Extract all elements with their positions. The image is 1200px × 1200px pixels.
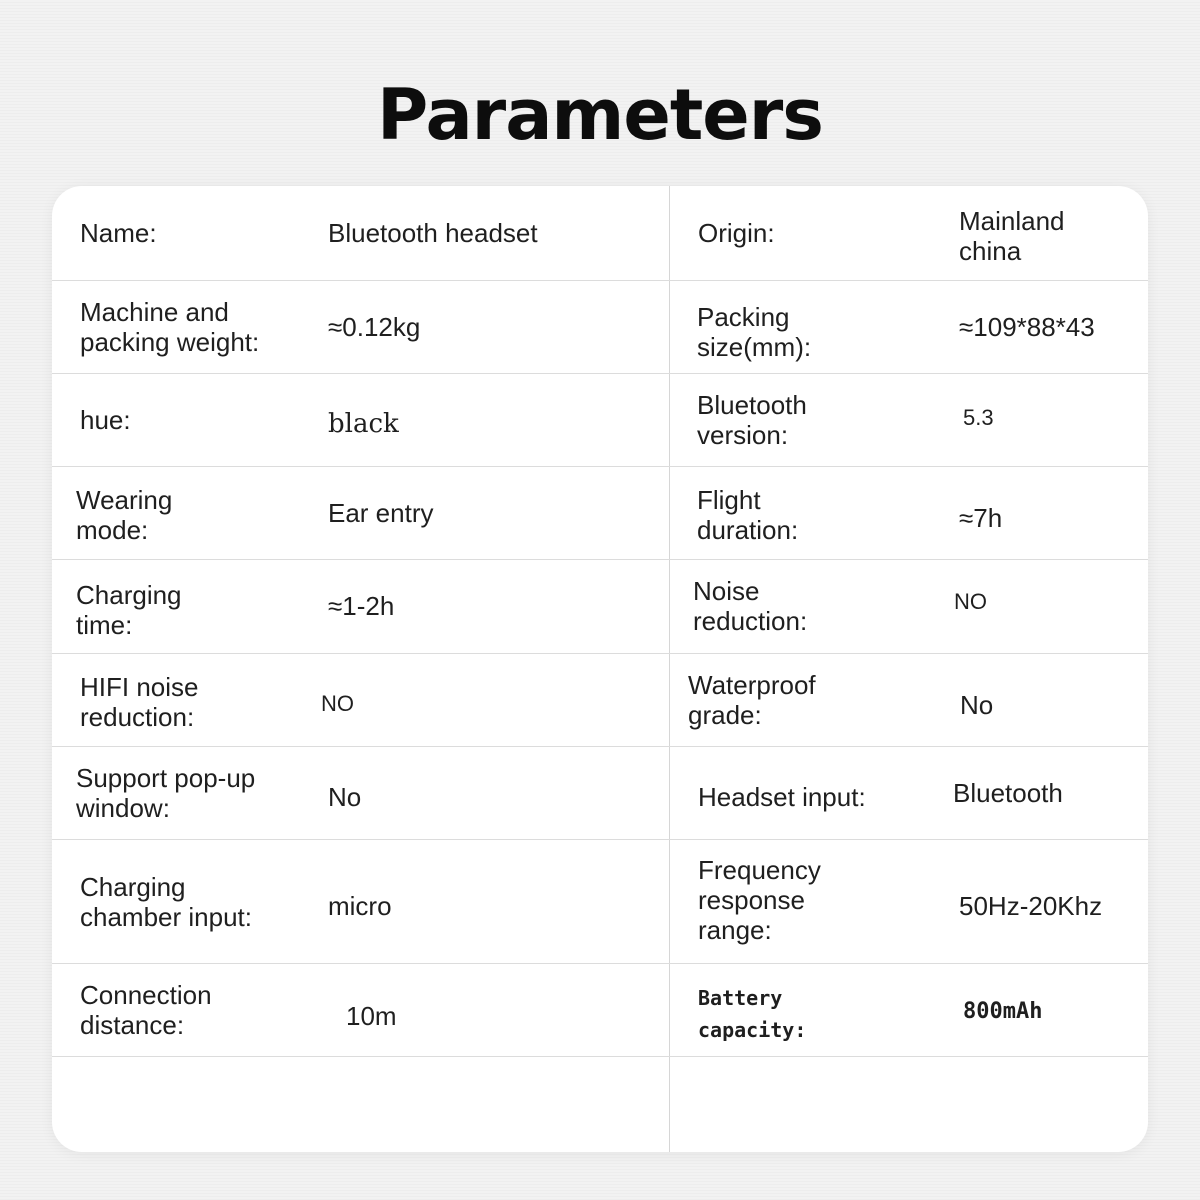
wearing-mode-value: Ear entry	[328, 498, 434, 528]
noise-reduction-label: Noise reduction:	[693, 576, 808, 636]
flight-duration-value: ≈7h	[959, 503, 1003, 533]
chamber-input-value: micro	[328, 890, 392, 921]
flight-duration-label: Flight duration:	[697, 485, 799, 545]
name-label: Name:	[80, 218, 157, 248]
weight-value: ≈0.12kg	[328, 312, 421, 342]
packing-size-value: ≈109*88*43	[959, 312, 1095, 342]
column-divider	[669, 186, 670, 1152]
packing-size-label: Packing size(mm):	[697, 302, 812, 362]
connection-distance-value: 10m	[346, 1001, 397, 1031]
hue-label: hue:	[80, 405, 131, 435]
noise-reduction-value: NO	[954, 589, 987, 614]
battery-capacity-label: Battery capacity:	[698, 986, 807, 1042]
connection-distance-label: Connection distance:	[80, 980, 212, 1040]
popup-window-label: Support pop-up window:	[76, 763, 256, 823]
page-title: Parameters	[377, 74, 823, 156]
hifi-noise-label: HIFI noise reduction:	[80, 672, 199, 732]
parameters-table	[52, 186, 1148, 1152]
origin-value: Mainland china	[959, 206, 1065, 266]
battery-capacity-value: 800mAh	[963, 999, 1043, 1024]
bluetooth-version-value: 5.3	[963, 405, 994, 430]
wearing-mode-label: Wearing mode:	[76, 485, 173, 545]
chamber-input-label: Charging chamber input:	[80, 871, 252, 932]
name-value: Bluetooth headset	[328, 218, 538, 248]
waterproof-label: Waterproof grade:	[688, 670, 816, 730]
popup-window-value: No	[328, 782, 362, 812]
hue-value: black	[328, 409, 399, 439]
hifi-noise-value: NO	[321, 691, 354, 716]
waterproof-value: No	[960, 690, 994, 720]
origin-label: Origin:	[698, 218, 775, 248]
headset-input-label: Headset input:	[698, 782, 866, 812]
weight-label: Machine and packing weight:	[80, 297, 260, 357]
charging-time-value: ≈1-2h	[328, 591, 395, 621]
charging-time-label: Charging time:	[76, 580, 182, 640]
bluetooth-version-label: Bluetooth version:	[697, 390, 807, 450]
frequency-value: 50Hz-20Khz	[959, 890, 1103, 921]
frequency-label: Frequency response range:	[698, 854, 821, 945]
headset-input-value: Bluetooth	[953, 778, 1063, 808]
